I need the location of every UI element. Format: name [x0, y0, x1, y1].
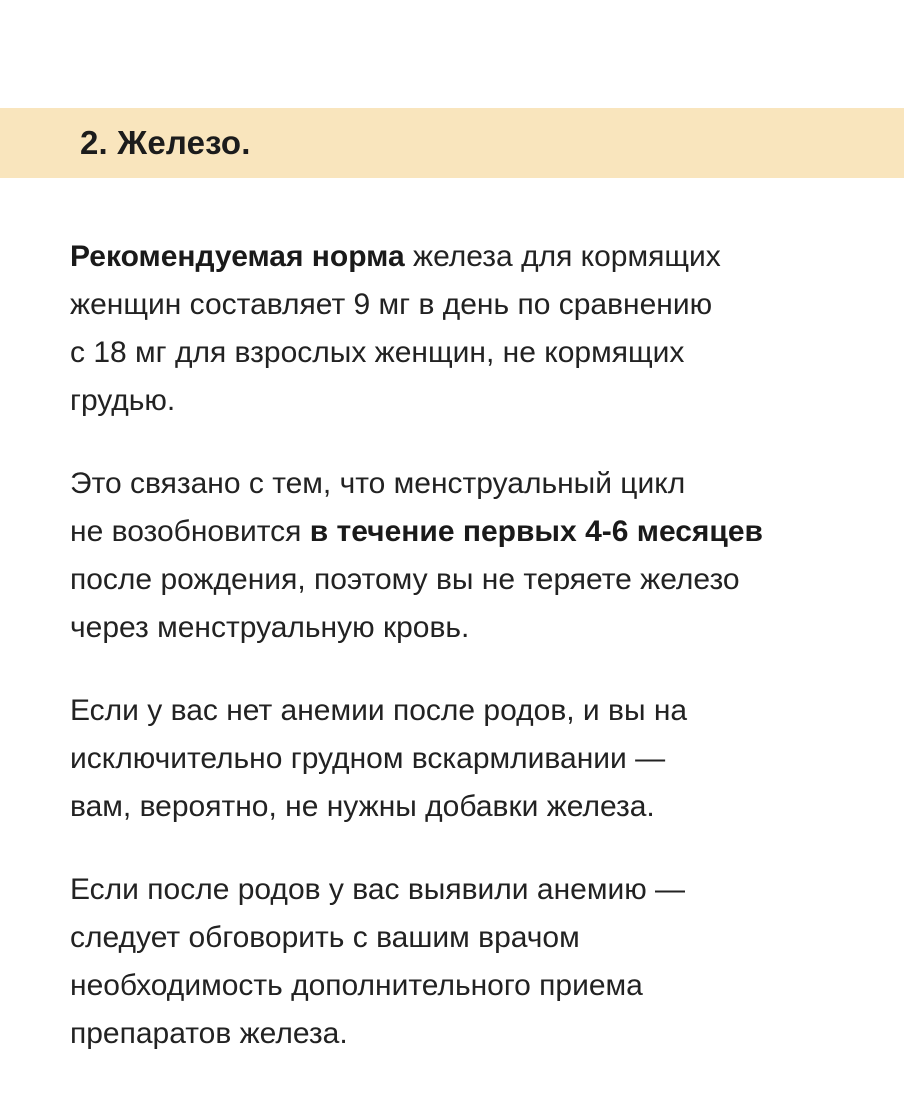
paragraph-anemia: [70, 866, 870, 1058]
text-line: Это связано с тем, что менструальный цикл: [70, 467, 686, 500]
text-line: Если после родов у вас выявили анемию —: [70, 873, 686, 906]
text-line: следует обговорить с вашим врачом: [70, 921, 580, 954]
text-line: [70, 508, 870, 556]
paragraph-recommended-norm: [70, 233, 870, 425]
text-line: после рождения, поэтому вы не теряете железо: [70, 563, 740, 596]
paragraph-no-anemia: [70, 687, 870, 831]
bold-phrase: в течение первых 4-6 месяцев: [309, 515, 764, 548]
text-fragment: не возобновится: [70, 515, 310, 548]
paragraph-menstrual-cycle: [70, 460, 870, 652]
text-line: женщин составляет 9 мг в день по сравнению: [70, 288, 713, 321]
text-line: с 18 мг для взрослых женщин, не кормящих: [70, 336, 685, 369]
text-line: Если у вас нет анемии после родов, и вы на: [70, 694, 688, 727]
text-line: грудью.: [70, 384, 176, 417]
text-line: [70, 233, 870, 281]
text-line: через менструальную кровь.: [70, 611, 470, 644]
bold-phrase: Рекомендуемая норма: [70, 240, 405, 273]
text-line: вам, вероятно, не нужны добавки железа.: [70, 790, 655, 823]
text-line: исключительно грудном вскармливании —: [70, 742, 666, 775]
text-line: необходимость дополнительного приема: [70, 969, 643, 1002]
text-fragment: железа для кормящих: [404, 240, 721, 273]
section-header-banner: [0, 108, 904, 178]
text-line: препаратов железа.: [70, 1017, 348, 1050]
section-title: 2. Железо.: [80, 124, 251, 161]
article-body: [70, 233, 870, 1093]
